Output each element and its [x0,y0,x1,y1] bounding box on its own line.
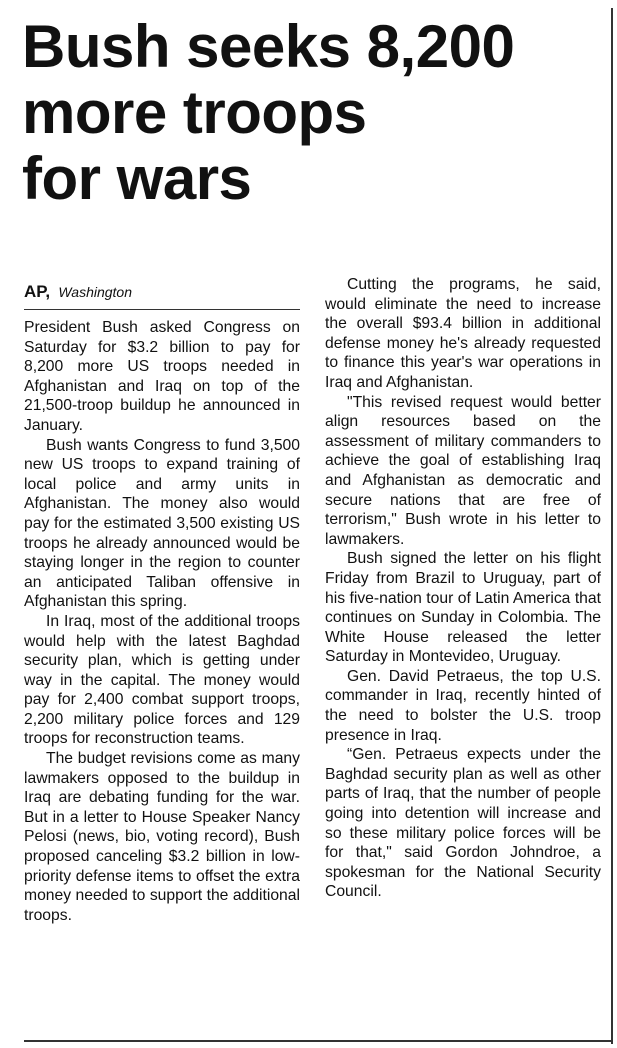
paragraph: In Iraq, most of the additional troops would help with the latest Baghdad security plan, which is getting under way in the capital. The money would pay for 2,400 combat support troops, 2,200 military police forces and 129 troops for reconstruction teams. [24,612,300,748]
headline-line-3: for wars [22,145,252,212]
headline-line-2: more troops [22,79,367,146]
article-column-right [325,275,601,902]
byline-location: Washington [58,284,133,300]
paragraph: "This revised request would better align resources based on the assessment of military commanders to achieve the goal of establishing Iraq and Afghanistan as democratic and secure nations that are free of terrorism," Bush wrote in his letter to lawmakers. [325,393,601,548]
paragraph: Bush wants Congress to fund 3,500 new US troops to expand training of local police and army units in Afghanistan. The money also would pay for the estimated 3,500 existing US troops he already announced would be staying longer in the region to counter an anticipated Taliban offensive in Afghanistan this spring. [24,436,300,611]
paragraph: President Bush asked Congress on Saturday for $3.2 billion to pay for 8,200 more US troops needed in Afghanistan and Iraq on top of the 21,500-troop buildup he announced in January. [24,319,300,434]
article-column-left [24,318,300,925]
paragraph: Gen. David Petraeus, the top U.S. commander in Iraq, recently hinted of the need to bolster the U.S. troop presence in Iraq. [325,667,601,744]
byline-agency: AP, [24,282,51,301]
page-rule-bottom [24,1040,612,1042]
paragraph: “Gen. Petraeus expects under the Baghdad security plan as well as other parts of Iraq, that the number of people going into detention will increase and so these military police forces will be for that," said Gordon Johndroe, a spokesman for the National Security Council. [325,746,601,901]
paragraph: Bush signed the letter on his flight Friday from Brazil to Uruguay, part of his five-nation tour of Latin America that continues on Sunday in Colombia. The White House released the letter Saturday in Montevideo, Uruguay. [325,550,601,666]
paragraph: Cutting the programs, he said, would eliminate the need to increase the overall $93.4 billion in additional defense money he's already requested to finance this year's war operations in Iraq and Afghanistan. [325,276,601,391]
headline [22,14,607,212]
byline [24,283,300,310]
headline-line-1: Bush seeks 8,200 [22,13,515,80]
column-rule-right [611,8,613,1044]
paragraph: The budget revisions come as many lawmakers opposed to the buildup in Iraq are debating funding for the war. But in a letter to House Speaker Nancy Pelosi (news, bio, voting record), Bush proposed canceling $3.2 billion in low-priority defense items to offset the extra money needed to support the additional troops. [24,750,300,924]
